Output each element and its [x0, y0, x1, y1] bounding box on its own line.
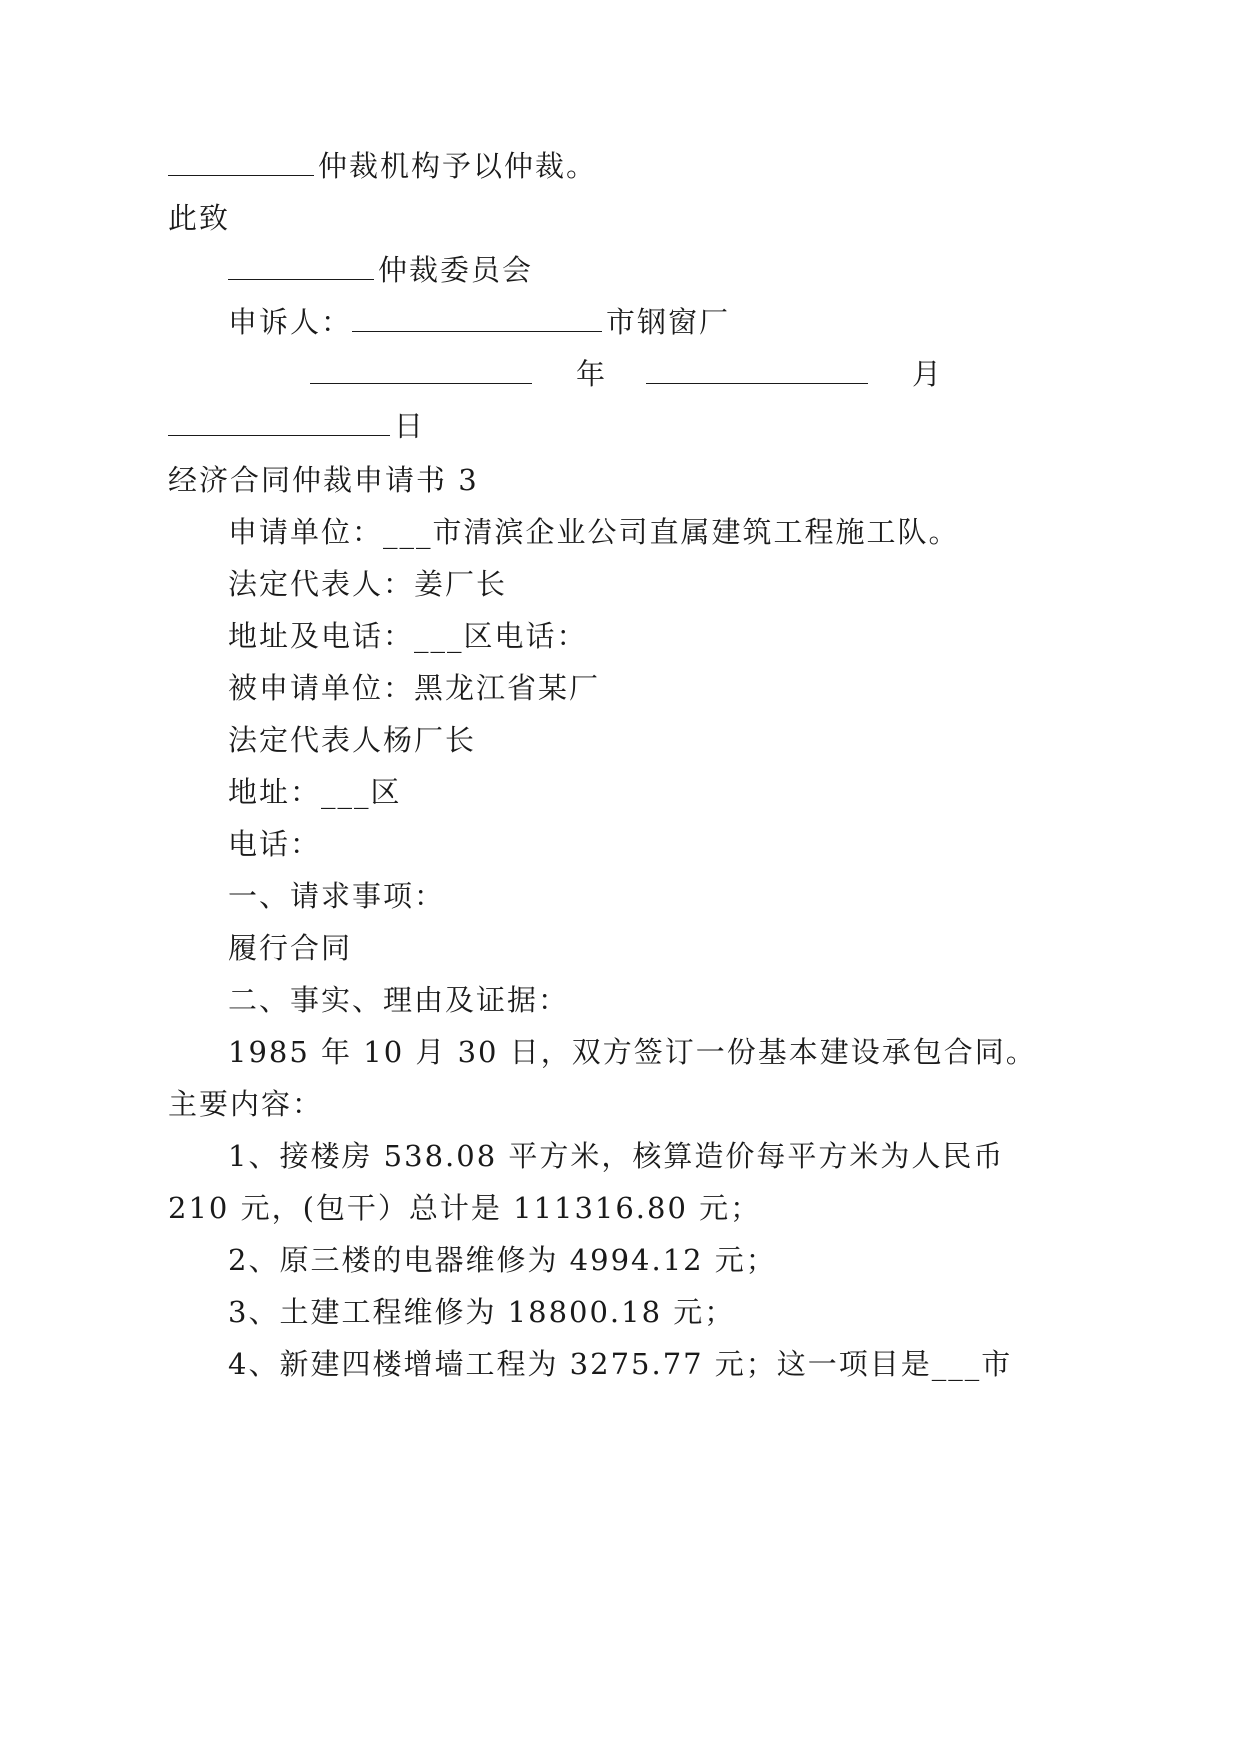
request-item: 履行合同	[228, 931, 353, 965]
item-1-line-2: 210 元，(包干）总计是 111316.80 元；	[168, 1191, 762, 1225]
respondent-phone: 电话：	[228, 827, 322, 861]
applicant-legal-rep: 法定代表人：姜厂长	[228, 567, 508, 601]
item-2: 2、原三楼的电器维修为 4994.12 元；	[228, 1243, 777, 1277]
date-year-label: 年	[576, 357, 606, 391]
blank-line	[352, 307, 602, 332]
salutation: 此致	[168, 201, 231, 235]
blank-line	[168, 411, 390, 436]
facts-paragraph: 1985 年 10 月 30 日，双方签订一份基本建设承包合同。	[228, 1035, 1037, 1069]
line-text: 仲裁委员会	[378, 253, 534, 287]
applicant-address-phone: 地址及电话：___区电话：	[228, 619, 588, 653]
blank-line	[168, 151, 314, 176]
line-text: 仲裁机构予以仲裁。	[318, 149, 598, 183]
date-month-label: 月	[912, 357, 942, 391]
blank-line	[310, 359, 532, 384]
main-content-label: 主要内容：	[168, 1087, 324, 1121]
item-4: 4、新建四楼增墙工程为 3275.77 元；这一项目是___市	[228, 1347, 1013, 1381]
item-1-line-1: 1、接楼房 538.08 平方米，核算造价每平方米为人民币	[228, 1139, 1005, 1173]
item-3: 3、土建工程维修为 18800.18 元；	[228, 1295, 736, 1329]
respondent-unit: 被申请单位：黑龙江省某厂	[228, 671, 601, 705]
section-title: 经济合同仲裁申请书 3	[168, 463, 479, 497]
respondent-legal-rep: 法定代表人杨厂长	[228, 723, 477, 757]
date-month-blank	[646, 354, 872, 394]
committee-line	[228, 250, 533, 290]
facts-heading: 二、事实、理由及证据：	[228, 983, 570, 1017]
arbitration-institution-line	[168, 146, 597, 186]
request-heading: 一、请求事项：	[228, 879, 446, 913]
date-day-line	[168, 406, 425, 446]
date-day-label: 日	[394, 409, 426, 443]
appellant-label: 申诉人：	[228, 305, 353, 339]
date-year-blank	[310, 354, 536, 394]
blank-line	[228, 255, 374, 280]
appellant-suffix: 市钢窗厂	[606, 305, 731, 339]
blank-line	[646, 359, 868, 384]
appellant-line	[228, 302, 730, 342]
applicant-unit: 申请单位：___市清滨企业公司直属建筑工程施工队。	[228, 515, 960, 549]
respondent-address: 地址：___区	[228, 775, 402, 809]
